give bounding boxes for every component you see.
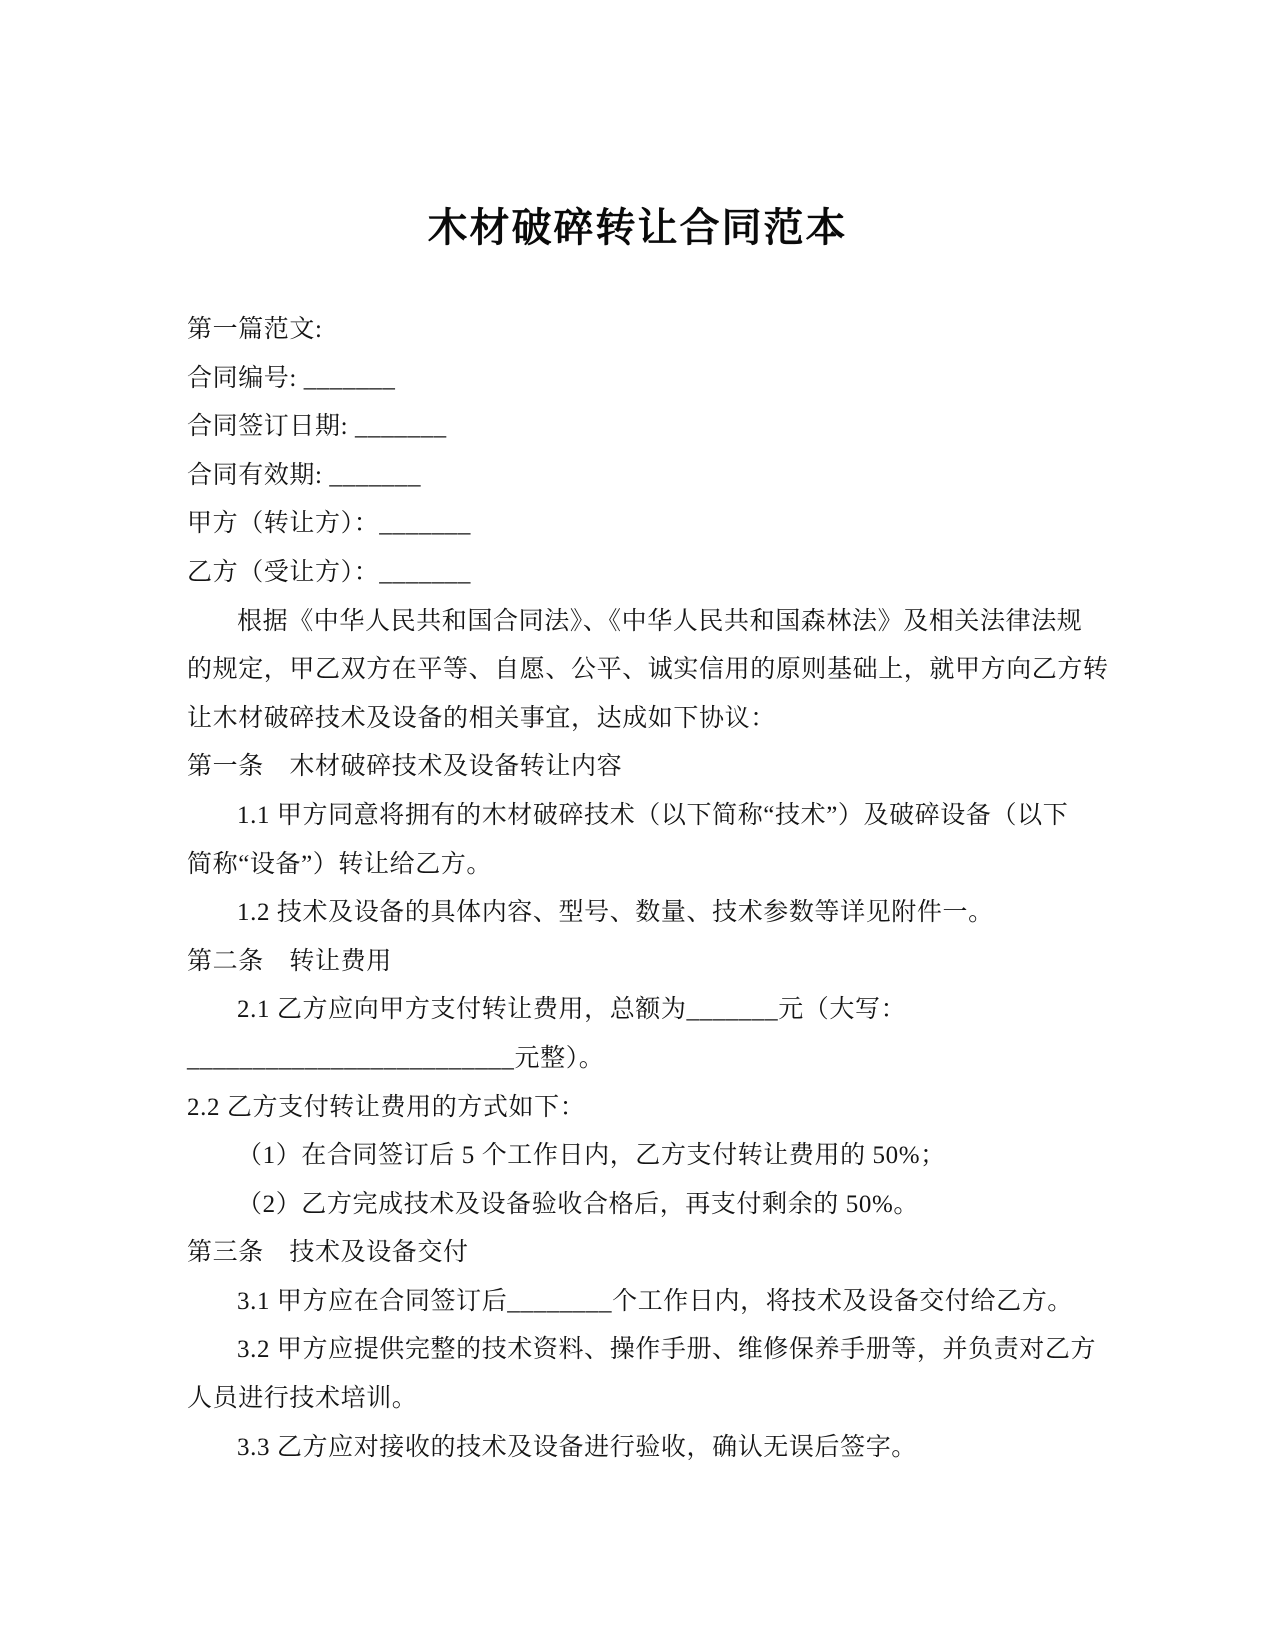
document-line: 3.2 甲方应提供完整的技术资料、操作手册、维修保养手册等，并负责对乙方 [237, 1336, 1097, 1364]
document-line: 2.2 乙方支付转让费用的方式如下： [187, 1093, 586, 1121]
document-line: 第三条 技术及设备交付 [187, 1239, 469, 1267]
document-line: 简称“设备”）转让给乙方。 [187, 850, 492, 878]
document-line: 3.3 乙方应对接收的技术及设备进行验收，确认无误后签字。 [237, 1433, 917, 1461]
document-line: （2）乙方完成技术及设备验收合格后，再支付剩余的 50%。 [237, 1190, 919, 1218]
document-line: 合同签订日期: _______ [187, 413, 447, 441]
document-line: 的规定，甲乙双方在平等、自愿、公平、诚实信用的原则基础上，就甲方向乙方转 [187, 656, 1109, 684]
document-line: 3.1 甲方应在合同签订后________个工作日内，将技术及设备交付给乙方。 [237, 1287, 1073, 1315]
document-line: 1.2 技术及设备的具体内容、型号、数量、技术参数等详见附件一。 [237, 899, 994, 927]
document-line: 让木材破碎技术及设备的相关事宜，达成如下协议： [187, 704, 776, 732]
document-line: 根据《中华人民共和国合同法》、《中华人民共和国森林法》及相关法律法规 [237, 607, 1083, 635]
document-line: （1）在合同签订后 5 个工作日内，乙方支付转让费用的 50%； [237, 1142, 946, 1170]
document-line: 第一篇范文: [187, 316, 323, 343]
document-title: 木材破碎转让合同范本 [427, 205, 848, 250]
document-line: 乙方（受让方）：_______ [187, 558, 472, 586]
document-line: 第一条 木材破碎技术及设备转让内容 [187, 753, 623, 781]
document-line: _________________________元整）。 [187, 1044, 605, 1072]
document-body [187, 306, 1147, 1472]
document-line: 第二条 转让费用 [187, 947, 392, 975]
document-line: 甲方（转让方）：_______ [187, 510, 472, 538]
document-line: 1.1 甲方同意将拥有的木材破碎技术（以下简称“技术”）及破碎设备（以下 [237, 801, 1069, 829]
document-line: 合同有效期: _______ [187, 461, 422, 489]
document-line: 合同编号: _______ [187, 364, 396, 392]
document-line: 2.1 乙方应向甲方支付转让费用，总额为_______元（大写： [237, 996, 907, 1024]
document-line: 人员进行技术培训。 [187, 1385, 418, 1413]
